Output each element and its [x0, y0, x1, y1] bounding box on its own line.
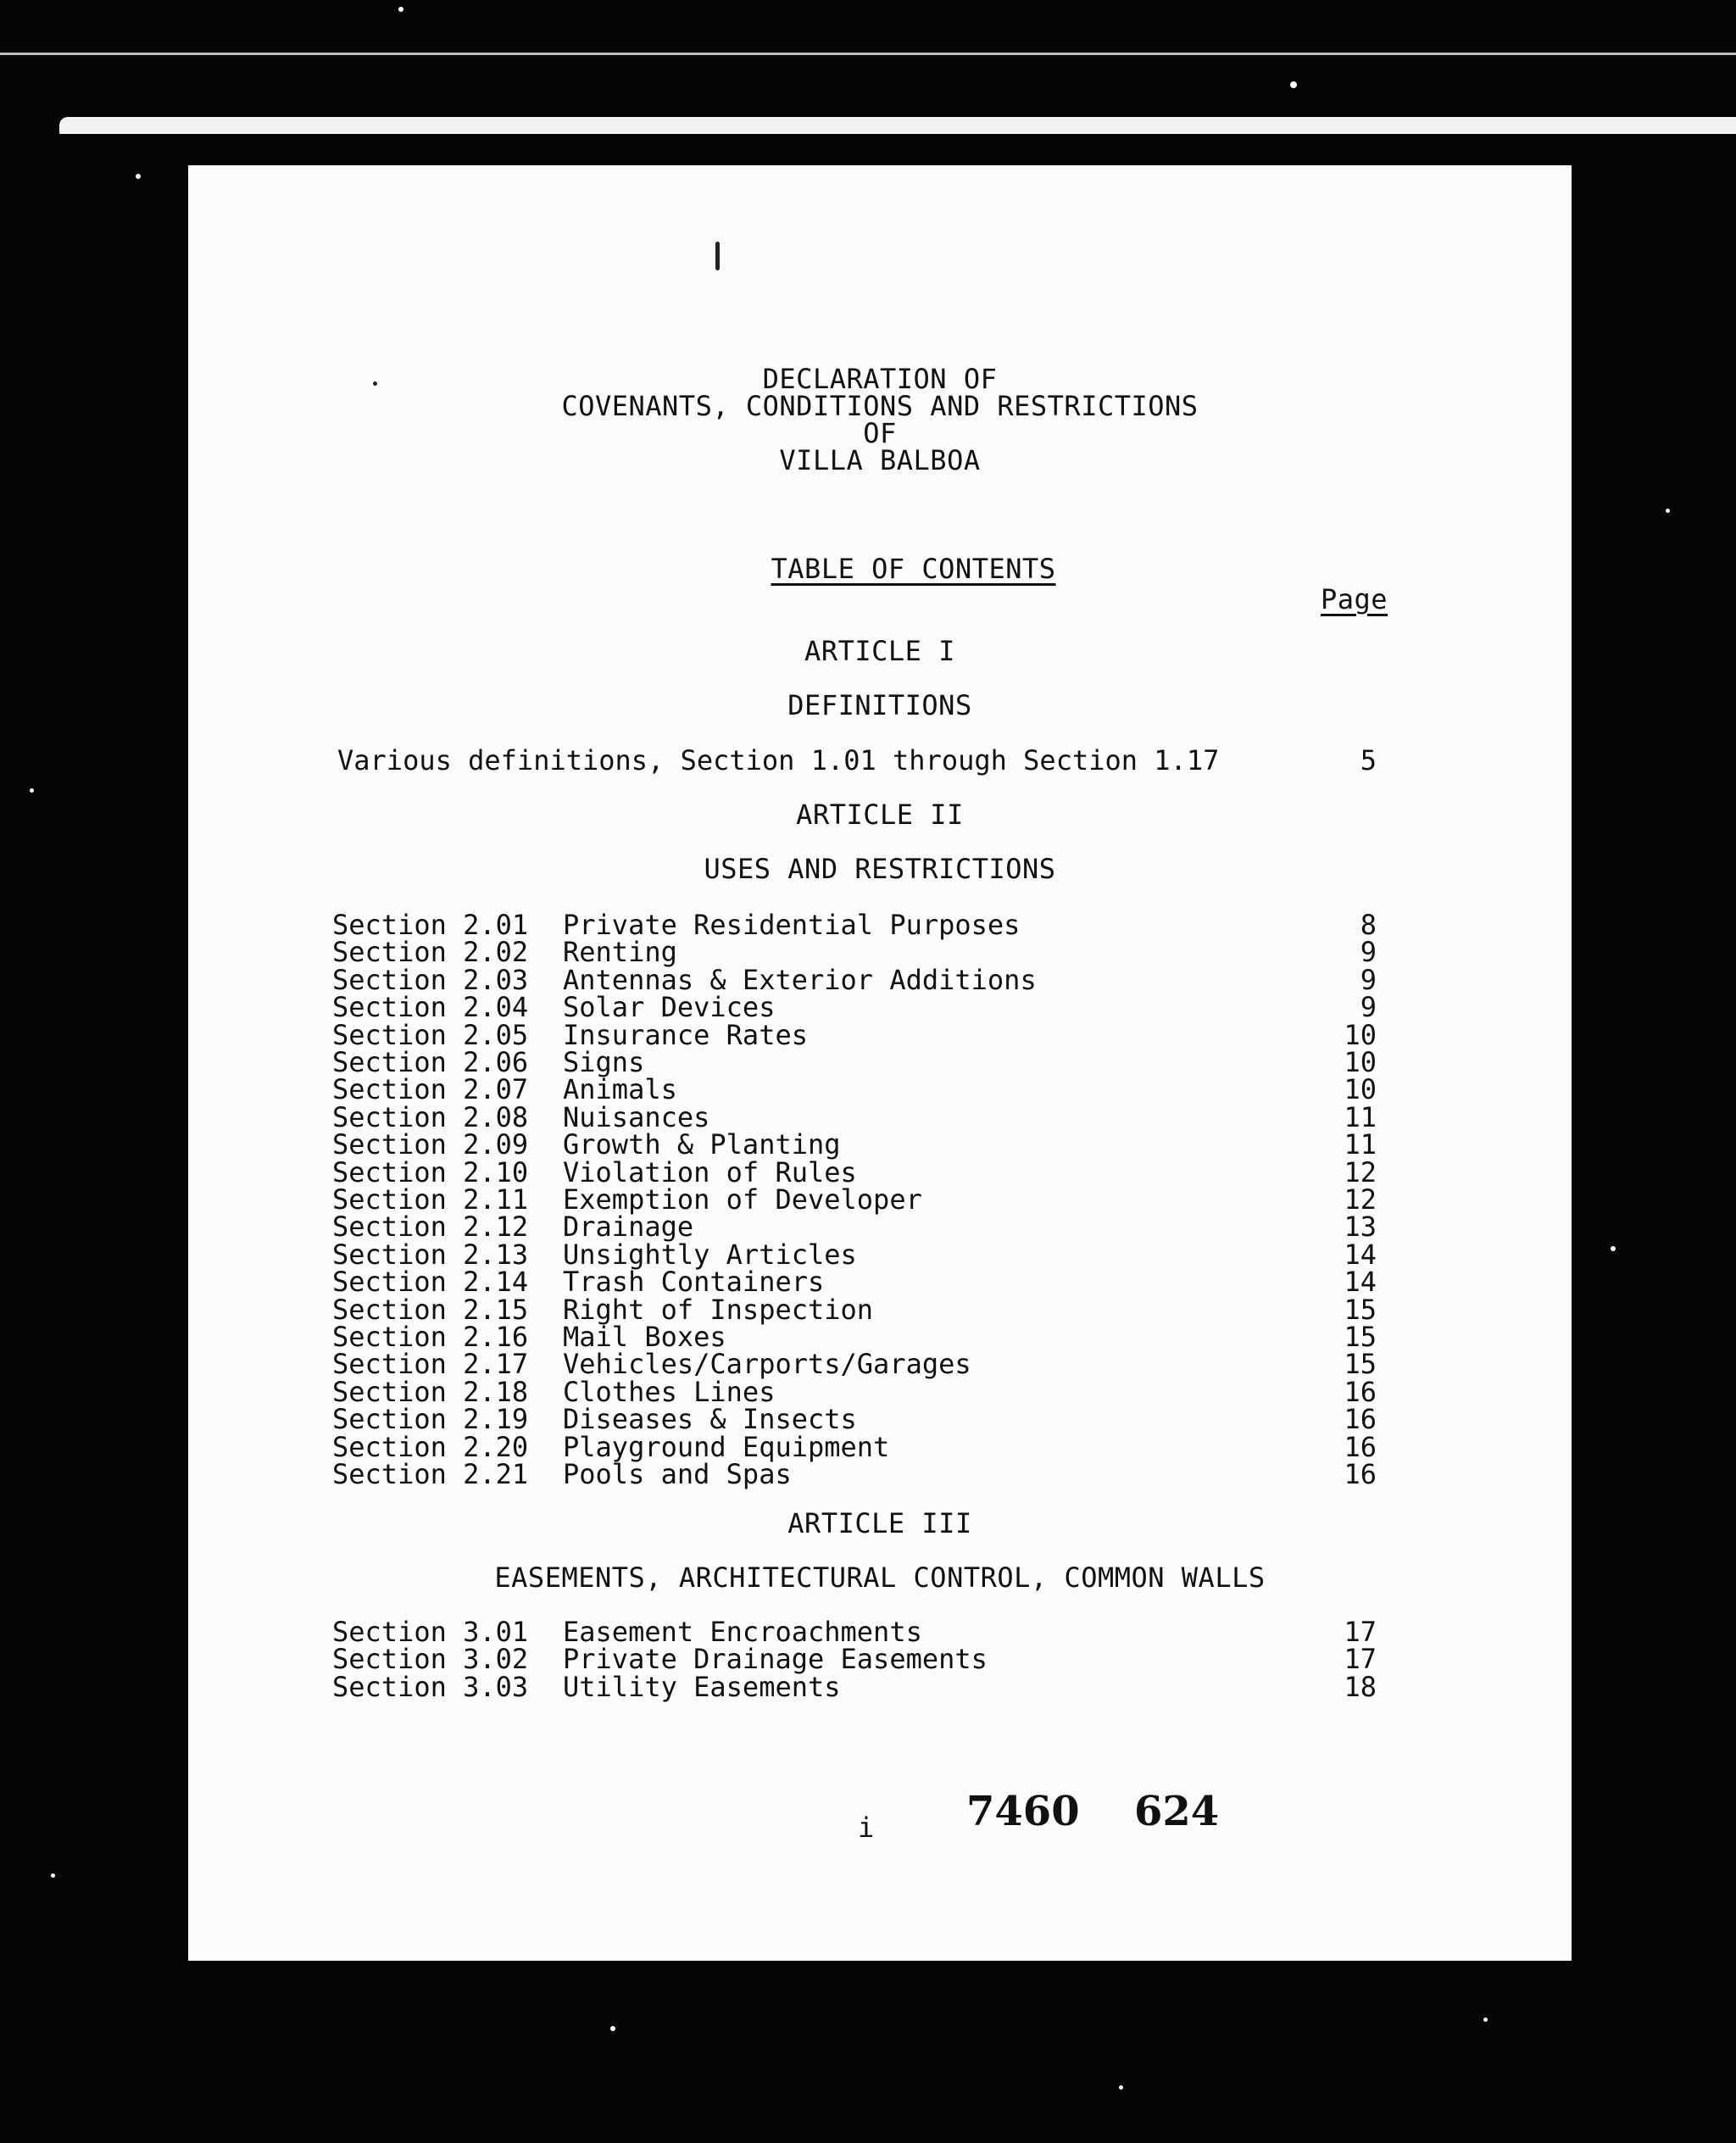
section-number: Section 2.18: [332, 1375, 529, 1408]
section-title: Insurance Rates: [563, 1018, 808, 1051]
section-number: Section 3.03: [332, 1670, 529, 1703]
section-page: 16: [1344, 1375, 1377, 1408]
section-page: 8: [1360, 909, 1377, 941]
page-number: i: [858, 1812, 875, 1844]
section-title: Renting: [563, 936, 677, 969]
section-title: Right of Inspection: [563, 1293, 874, 1326]
section-number: Section 2.16: [332, 1321, 529, 1353]
section-number: Section 2.13: [332, 1238, 529, 1271]
article-label: ARTICLE III: [787, 1507, 972, 1539]
section-title: Trash Containers: [563, 1266, 825, 1299]
noise-speck: [1290, 81, 1297, 88]
section-number: Section 2.03: [332, 963, 529, 996]
section-number: Section 2.04: [332, 991, 529, 1024]
section-number: Section 2.19: [332, 1403, 529, 1436]
scanner-line: [0, 53, 1736, 55]
noise-speck: [30, 788, 34, 793]
section-page: 15: [1344, 1293, 1377, 1326]
article-title: USES AND RESTRICTIONS: [704, 853, 1056, 885]
section-page: 12: [1344, 1183, 1377, 1216]
section-page: 17: [1344, 1616, 1377, 1648]
article-title: EASEMENTS, ARCHITECTURAL CONTROL, COMMON WALLS: [494, 1561, 1266, 1594]
noise-speck: [51, 1873, 55, 1878]
section-number: Section 2.10: [332, 1155, 529, 1188]
section-title: Playground Equipment: [563, 1430, 890, 1463]
noise-speck: [1119, 2085, 1123, 2090]
heading-line: OF: [863, 417, 897, 449]
section-page: 10: [1344, 1018, 1377, 1051]
section-title: Vehicles/Carports/Garages: [563, 1348, 971, 1381]
page-column-header: Page: [1321, 583, 1388, 615]
section-number: Section 2.06: [332, 1046, 529, 1078]
section-number: Section 2.12: [332, 1211, 529, 1244]
section-title: Pools and Spas: [563, 1458, 792, 1490]
section-title: Easement Encroachments: [563, 1616, 922, 1648]
section-page: 9: [1360, 991, 1377, 1024]
heading-line: VILLA BALBOA: [779, 444, 981, 476]
section-number: Section 2.08: [332, 1100, 529, 1133]
section-number: Section 2.20: [332, 1430, 529, 1463]
section-title: Exemption of Developer: [563, 1183, 922, 1216]
section-page: 15: [1344, 1348, 1377, 1381]
section-number: Section 2.11: [332, 1183, 529, 1216]
article-label: ARTICLE I: [804, 635, 955, 667]
section-title: Utility Easements: [563, 1670, 841, 1703]
scanner-edge: [59, 117, 1736, 134]
article-title: DEFINITIONS: [787, 689, 972, 721]
article-label: ARTICLE II: [796, 799, 964, 831]
section-page: 16: [1344, 1458, 1377, 1490]
section-title: Signs: [563, 1046, 645, 1078]
section-page: 17: [1344, 1643, 1377, 1676]
section-page: 16: [1344, 1403, 1377, 1436]
section-title: Private Residential Purposes: [563, 909, 1021, 941]
stamp-page-number: 624: [1134, 1788, 1220, 1835]
section-title: Unsightly Articles: [563, 1238, 857, 1271]
toc-title: TABLE OF CONTENTS: [771, 553, 1056, 585]
section-title: Solar Devices: [563, 991, 776, 1024]
document-page: [188, 165, 1572, 1961]
noise-speck: [1611, 1246, 1616, 1251]
section-title: Private Drainage Easements: [563, 1643, 988, 1676]
section-page: 9: [1360, 936, 1377, 969]
definitions-page: 5: [1360, 744, 1377, 776]
section-page: 11: [1344, 1128, 1377, 1161]
heading-line: COVENANTS, CONDITIONS AND RESTRICTIONS: [561, 390, 1199, 422]
section-page: 12: [1344, 1155, 1377, 1188]
section-page: 10: [1344, 1046, 1377, 1078]
section-title: Violation of Rules: [563, 1155, 857, 1188]
noise-speck: [1483, 2018, 1488, 2022]
section-title: Antennas & Exterior Additions: [563, 963, 1037, 996]
section-number: Section 2.17: [332, 1348, 529, 1381]
section-number: Section 3.01: [332, 1616, 529, 1648]
section-title: Drainage: [563, 1211, 694, 1244]
section-title: Clothes Lines: [563, 1375, 776, 1408]
section-title: Growth & Planting: [563, 1128, 841, 1161]
noise-speck: [398, 7, 403, 12]
section-page: 11: [1344, 1100, 1377, 1133]
definitions-summary: Various definitions, Section 1.01 through Section 1.17: [337, 744, 1220, 776]
section-page: 10: [1344, 1073, 1377, 1106]
section-page: 13: [1344, 1211, 1377, 1244]
stamp-book-number: 7460: [966, 1788, 1080, 1835]
section-page: 15: [1344, 1321, 1377, 1353]
section-page: 18: [1344, 1670, 1377, 1703]
section-page: 16: [1344, 1430, 1377, 1463]
section-number: Section 2.14: [332, 1266, 529, 1299]
section-title: Nuisances: [563, 1100, 710, 1133]
section-number: Section 2.15: [332, 1293, 529, 1326]
section-title: Diseases & Insects: [563, 1403, 857, 1436]
section-number: Section 2.02: [332, 936, 529, 969]
section-page: 14: [1344, 1266, 1377, 1299]
section-page: 9: [1360, 963, 1377, 996]
heading-line: DECLARATION OF: [762, 363, 998, 395]
section-number: Section 2.07: [332, 1073, 529, 1106]
page-speck: [715, 242, 720, 270]
section-number: Section 2.09: [332, 1128, 529, 1161]
section-number: Section 3.02: [332, 1643, 529, 1676]
noise-speck: [610, 2026, 615, 2031]
section-page: 14: [1344, 1238, 1377, 1271]
noise-speck: [1666, 509, 1670, 513]
section-number: Section 2.01: [332, 909, 529, 941]
noise-speck: [136, 174, 141, 179]
section-number: Section 2.05: [332, 1018, 529, 1051]
section-title: Animals: [563, 1073, 677, 1106]
section-title: Mail Boxes: [563, 1321, 726, 1353]
section-number: Section 2.21: [332, 1458, 529, 1490]
